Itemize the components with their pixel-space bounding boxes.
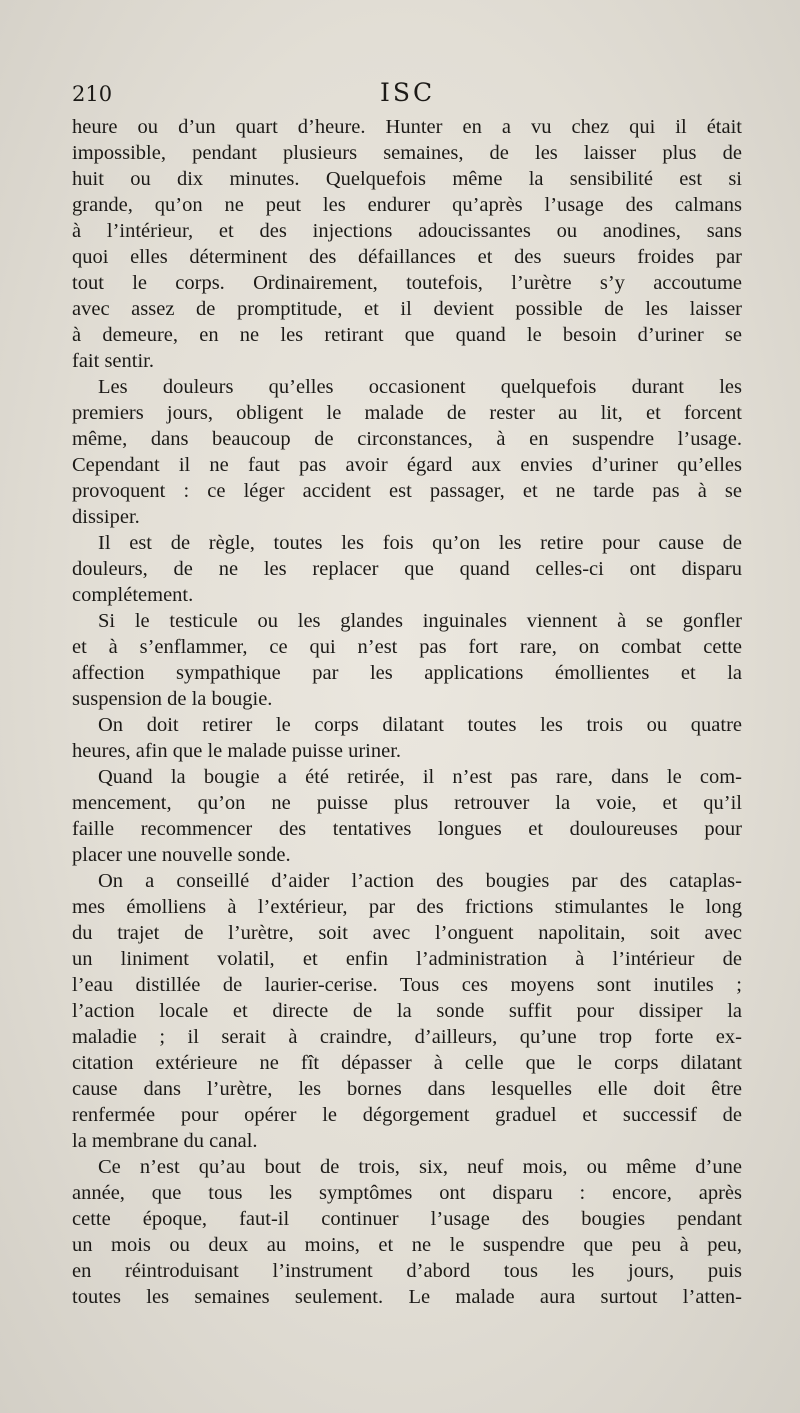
text-line: Ce n’est qu’au bout de trois, six, neuf mois, ou même d’une [98, 1156, 742, 1178]
page-header [72, 78, 742, 110]
text-line: Quand la bougie a été retirée, il n’est pas rare, dans le com- [98, 766, 742, 788]
text-line: Cependant il ne faut pas avoir égard aux envies d’uriner qu’elles [72, 454, 742, 476]
text-line: huit ou dix minutes. Quelquefois même la sensibilité est si [72, 168, 742, 190]
text-line: cause dans l’urètre, les bornes dans lesquelles elle doit être [72, 1078, 742, 1100]
text-line: mes émolliens à l’extérieur, par des frictions stimulantes le long [72, 896, 742, 918]
text-line: placer une nouvelle sonde. [72, 844, 291, 866]
text-line: l’eau distillée de laurier-cerise. Tous ces moyens sont inutiles ; [72, 974, 742, 996]
text-line: fait sentir. [72, 350, 154, 372]
text-line: suspension de la bougie. [72, 688, 273, 710]
text-line: Si le testicule ou les glandes inguinales viennent à se gonfler [98, 610, 742, 632]
text-line: quoi elles déterminent des défaillances et des sueurs froides par [72, 246, 742, 268]
text-line: mencement, qu’on ne puisse plus retrouver la voie, et qu’il [72, 792, 742, 814]
text-line: année, que tous les symptômes ont disparu : encore, après [72, 1182, 742, 1204]
text-line: complétement. [72, 584, 194, 606]
body-text [72, 114, 742, 1310]
text-line: cette époque, faut-il continuer l’usage des bougies pendant [72, 1208, 742, 1230]
text-line: à l’intérieur, et des injections adoucissantes ou anodines, sans [72, 220, 742, 242]
text-line: avec assez de promptitude, et il devient possible de les laisser [72, 298, 742, 320]
text-line: Les douleurs qu’elles occasionent quelquefois durant les [98, 376, 742, 398]
text-line: affection sympathique par les applications émollientes et la [72, 662, 742, 684]
text-line: Il est de règle, toutes les fois qu’on les retire pour cause de [98, 532, 742, 554]
text-line: douleurs, de ne les replacer que quand celles-ci ont disparu [72, 558, 742, 580]
text-line: impossible, pendant plusieurs semaines, de les laisser plus de [72, 142, 742, 164]
text-line: renfermée pour opérer le dégorgement graduel et successif de [72, 1104, 742, 1126]
text-line: même, dans beaucoup de circonstances, à en suspendre l’usage. [72, 428, 742, 450]
text-line: maladie ; il serait à craindre, d’ailleurs, qu’une trop forte ex- [72, 1026, 742, 1048]
text-line: la membrane du canal. [72, 1130, 258, 1152]
text-line: en réintroduisant l’instrument d’abord tous les jours, puis [72, 1260, 742, 1282]
text-line: à demeure, en ne les retirant que quand le besoin d’uriner se [72, 324, 742, 346]
page-number: 210 [72, 82, 113, 106]
text-line: toutes les semaines seulement. Le malade aura surtout l’atten- [72, 1286, 742, 1308]
text-line: un mois ou deux au moins, et ne le suspendre que peu à peu, [72, 1234, 742, 1256]
text-line: citation extérieure ne fît dépasser à celle que le corps dilatant [72, 1052, 742, 1074]
text-line: premiers jours, obligent le malade de rester au lit, et forcent [72, 402, 742, 424]
text-line: dissiper. [72, 506, 140, 528]
text-line: On a conseillé d’aider l’action des bougies par des cataplas- [98, 870, 742, 892]
text-line: heures, afin que le malade puisse uriner. [72, 740, 402, 762]
text-line: et à s’enflammer, ce qui n’est pas fort rare, on combat cette [72, 636, 742, 658]
text-line: du trajet de l’urètre, soit avec l’onguent napolitain, soit avec [72, 922, 742, 944]
text-line: tout le corps. Ordinairement, toutefois, l’urètre s’y accoutume [72, 272, 742, 294]
text-line: un liniment volatil, et enfin l’administration à l’intérieur de [72, 948, 742, 970]
text-line: faille recommencer des tentatives longues et douloureuses pour [72, 818, 742, 840]
text-line: provoquent : ce léger accident est passager, et ne tarde pas à se [72, 480, 742, 502]
text-line: grande, qu’on ne peut les endurer qu’après l’usage des calmans [72, 194, 742, 216]
text-line: On doit retirer le corps dilatant toutes les trois ou quatre [98, 714, 742, 736]
running-head: ISC [380, 78, 436, 107]
text-line: heure ou d’un quart d’heure. Hunter en a vu chez qui il était [72, 116, 742, 138]
text-line: l’action locale et directe de la sonde suffit pour dissiper la [72, 1000, 742, 1022]
